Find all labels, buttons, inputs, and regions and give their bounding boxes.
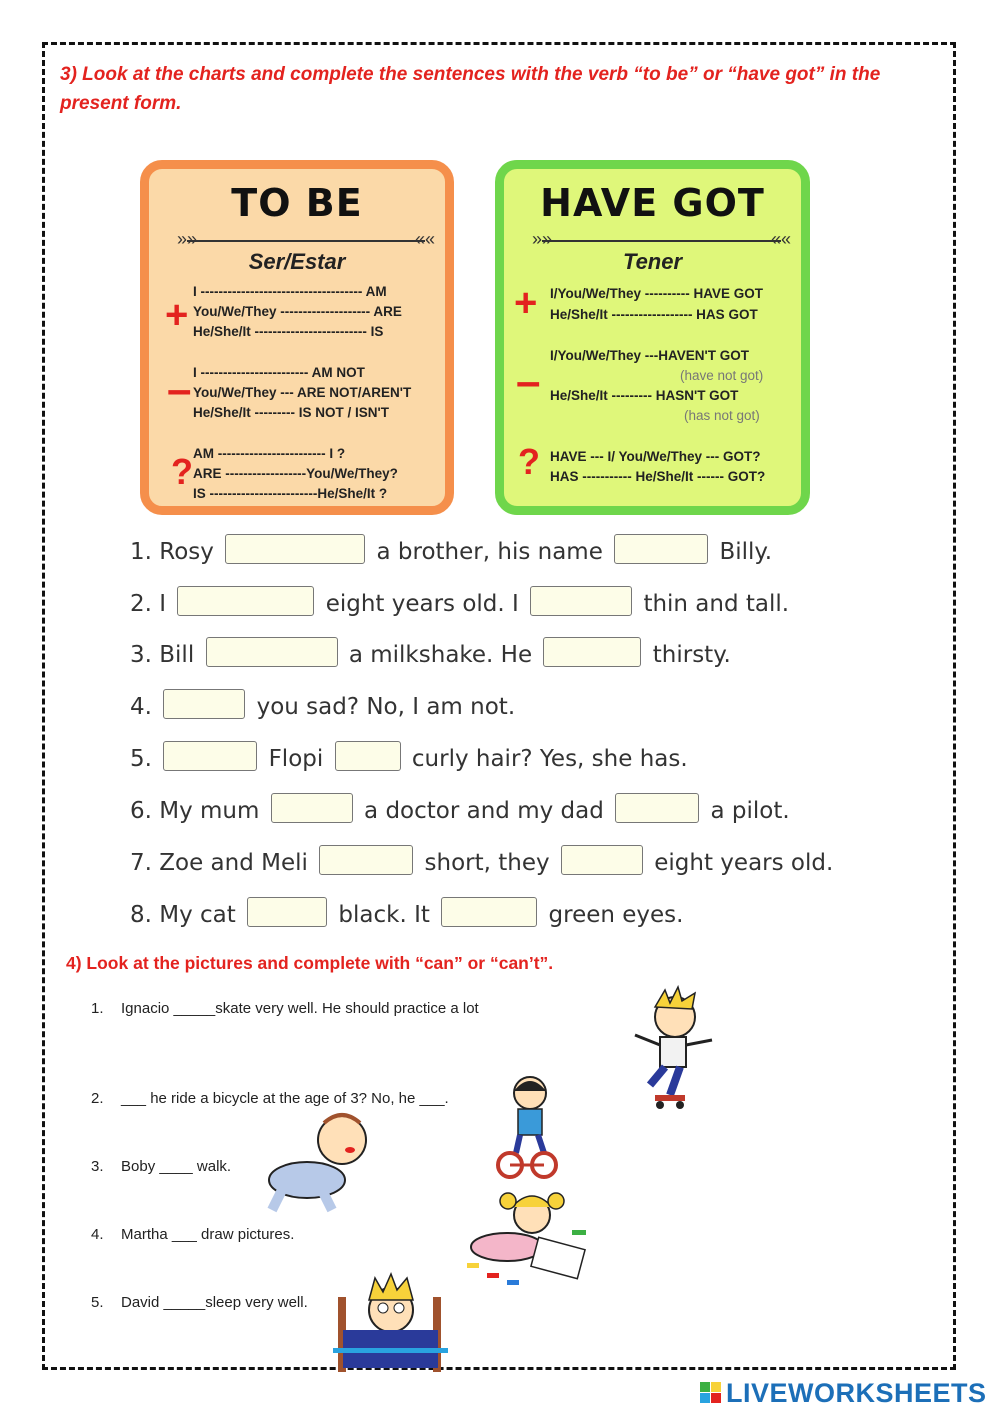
answer-box[interactable] — [530, 586, 632, 616]
question-mark: ? — [518, 441, 540, 482]
sentence-text: I — [159, 591, 167, 617]
sentence-3 — [130, 637, 731, 668]
item-text: Boby ____ walk. — [121, 1158, 232, 1175]
sentence-text: black. It — [338, 902, 430, 928]
arrow-divider — [187, 240, 425, 242]
sentence-number: 3. — [130, 642, 152, 668]
answer-box[interactable] — [163, 689, 245, 719]
sentence-text: a doctor and my dad — [364, 798, 604, 824]
boy-on-tricycle-picture — [490, 1073, 560, 1183]
sentence-4 — [130, 689, 515, 720]
answer-box[interactable] — [163, 741, 257, 771]
sentence-text: Flopi — [268, 746, 324, 772]
sentence-text: you sad? No, I am not. — [256, 694, 516, 720]
minus-sign: – — [516, 357, 541, 406]
to-be-neg-2: You/We/They --- ARE NOT/AREN'T — [193, 385, 412, 400]
sentence-text: a milkshake. He — [348, 642, 533, 668]
to-be-neg-1: I ------------------------ AM NOT — [193, 365, 365, 380]
sentence-1 — [130, 534, 772, 565]
item-text: ___ he ride a bicycle at the age of 3? No, he ___. — [121, 1090, 449, 1107]
sentence-text: Zoe and Meli — [159, 850, 308, 876]
sentence-text: Rosy — [159, 539, 214, 565]
sentence-text: My mum — [159, 798, 260, 824]
answer-box[interactable] — [247, 897, 327, 927]
section4-title: 4) Look at the pictures and complete with “can” or “can’t”. — [66, 953, 554, 973]
crawling-baby-picture — [262, 1105, 372, 1215]
answer-box[interactable] — [335, 741, 401, 771]
boy-in-bed-picture — [333, 1272, 448, 1377]
sentence-number: 1. — [130, 539, 152, 565]
sentence-text: a pilot. — [710, 798, 790, 824]
can-item-1 — [91, 1000, 479, 1017]
can-item-5 — [91, 1294, 308, 1311]
to-be-aff-1: I ------------------------------------ AM — [193, 284, 387, 299]
girl-drawing-picture — [462, 1185, 597, 1295]
to-be-int-3: IS ------------------------He/She/It ? — [193, 486, 388, 501]
to-be-chart — [140, 160, 454, 515]
skater-boy-picture — [620, 985, 720, 1115]
sentence-5 — [130, 741, 688, 772]
can-item-4 — [91, 1226, 294, 1243]
sentence-number: 8. — [130, 902, 152, 928]
answer-box[interactable] — [225, 534, 365, 564]
item-number: 5. — [91, 1294, 104, 1311]
sentence-text: eight years old. — [654, 850, 834, 876]
answer-box[interactable] — [614, 534, 708, 564]
answer-box[interactable] — [441, 897, 537, 927]
sentence-7 — [130, 845, 833, 876]
sentence-text: short, they — [424, 850, 550, 876]
answer-box[interactable] — [543, 637, 641, 667]
have-neg-1: I/You/We/They ---HAVEN'T GOT — [550, 348, 749, 363]
sentence-text: My cat — [159, 902, 236, 928]
item-text: David _____sleep very well. — [121, 1294, 308, 1311]
sentence-number: 5. — [130, 746, 152, 772]
sentence-text: thirsty. — [652, 642, 731, 668]
have-aff-2: He/She/It ------------------ HAS GOT — [550, 307, 758, 322]
have-got-subtitle: Tener — [622, 249, 683, 274]
to-be-neg-3: He/She/It --------- IS NOT / ISN'T — [193, 405, 389, 420]
to-be-aff-2: You/We/They -------------------- ARE — [193, 304, 402, 319]
sentence-text: a brother, his name — [376, 539, 603, 565]
answer-box[interactable] — [615, 793, 699, 823]
minus-sign: – — [167, 365, 192, 414]
item-number: 1. — [91, 1000, 104, 1017]
sentence-text: curly hair? Yes, she has. — [411, 746, 688, 772]
to-be-subtitle: Ser/Estar — [248, 249, 346, 274]
plus-sign: + — [165, 293, 189, 337]
to-be-title: TO BE — [231, 181, 363, 225]
sentence-6 — [130, 793, 790, 824]
liveworksheets-logo — [700, 1378, 987, 1408]
sentence-8 — [130, 897, 683, 928]
have-neg-2: He/She/It --------- HASN'T GOT — [550, 388, 739, 403]
have-int-2: HAS ----------- He/She/It ------ GOT? — [550, 469, 766, 484]
answer-box[interactable] — [319, 845, 413, 875]
sentence-text: Billy. — [719, 539, 773, 565]
logo-text: LIVEWORKSHEETS — [726, 1377, 987, 1408]
section3-title: 3) Look at the charts and complete the sentences with the verb “to be” or “have got” in the present form. — [60, 64, 881, 114]
have-neg-2-full: (has not got) — [684, 408, 760, 423]
to-be-int-2: ARE ------------------You/We/They? — [193, 466, 398, 481]
sentence-number: 6. — [130, 798, 152, 824]
sentence-text: Bill — [159, 642, 195, 668]
arrow-divider — [542, 240, 781, 242]
answer-box[interactable] — [271, 793, 353, 823]
sentence-number: 4. — [130, 694, 152, 720]
question-mark: ? — [171, 451, 193, 492]
have-neg-1-full: (have not got) — [680, 368, 764, 383]
sentence-2 — [130, 586, 789, 617]
item-text: Martha ___ draw pictures. — [121, 1226, 295, 1243]
to-be-int-1: AM ------------------------ I ? — [193, 446, 346, 461]
item-number: 3. — [91, 1158, 104, 1175]
answer-box[interactable] — [177, 586, 314, 616]
sentence-number: 2. — [130, 591, 152, 617]
have-got-chart — [495, 160, 810, 515]
logo-icon — [700, 1382, 722, 1404]
have-int-1: HAVE --- I/ You/We/They --- GOT? — [550, 449, 761, 464]
can-item-3 — [91, 1158, 231, 1175]
item-number: 2. — [91, 1090, 104, 1107]
sentence-text: eight years old. I — [325, 591, 519, 617]
answer-box[interactable] — [206, 637, 338, 667]
item-number: 4. — [91, 1226, 104, 1243]
sentence-number: 7. — [130, 850, 152, 876]
item-text: Ignacio _____skate very well. He should practice a lot — [121, 1000, 479, 1017]
have-aff-1: I/You/We/They ---------- HAVE GOT — [550, 286, 763, 301]
answer-box[interactable] — [561, 845, 643, 875]
have-got-title: HAVE GOT — [540, 181, 765, 225]
plus-sign: + — [514, 281, 538, 325]
sentence-text: thin and tall. — [643, 591, 790, 617]
to-be-aff-3: He/She/It ------------------------- IS — [193, 324, 384, 339]
sentence-text: green eyes. — [548, 902, 684, 928]
